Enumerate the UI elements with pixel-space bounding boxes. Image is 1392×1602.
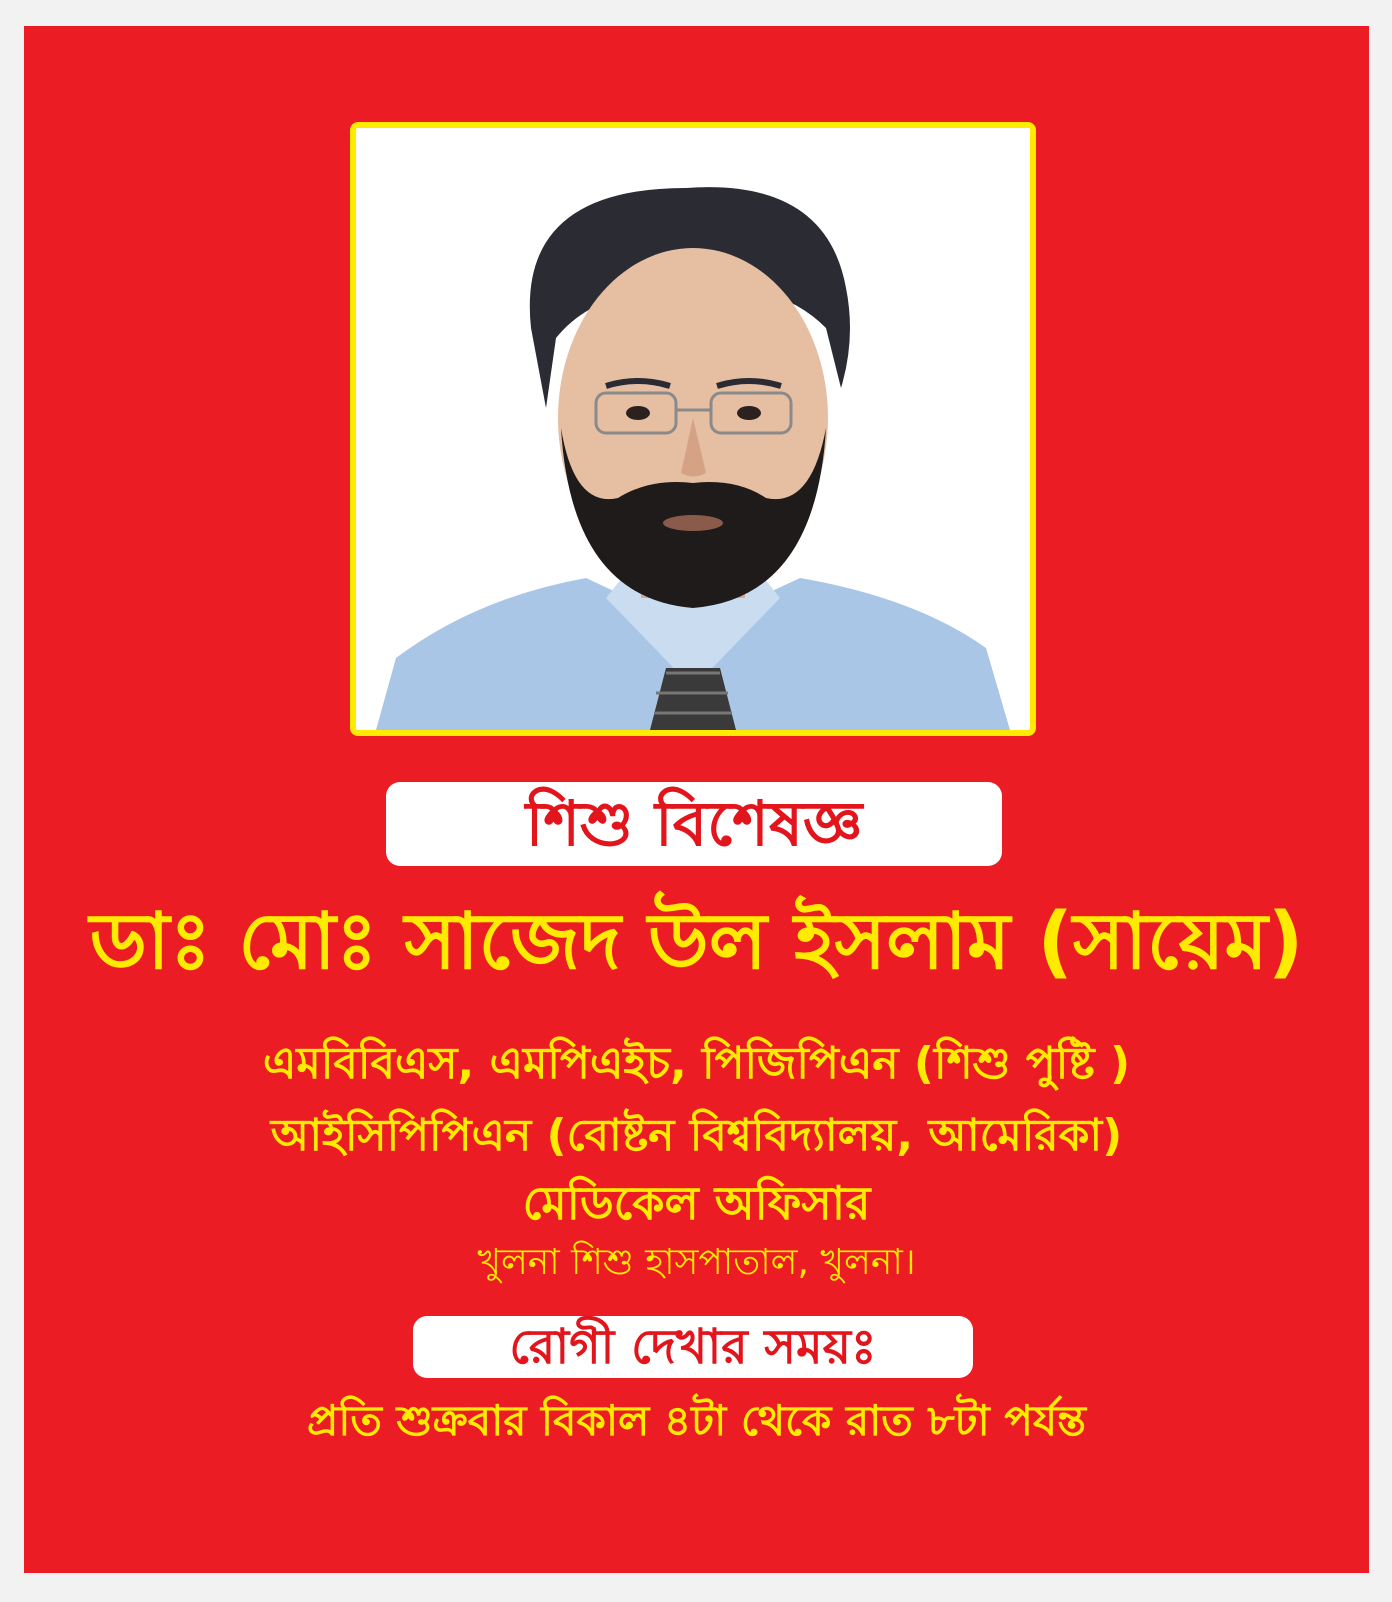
designation: মেডিকেল অফিসার [522, 1176, 871, 1230]
portrait-illustration [356, 128, 1030, 730]
degrees-line-1: এমবিবিএস, এমপিএইচ, পিজিপিএন (শিশু পুষ্টি ) [262, 1038, 1131, 1089]
banner [24, 26, 1369, 1573]
doctor-name: ডাঃ মোঃ সাজেদ উল ইসলাম (সায়েম) [89, 897, 1304, 987]
workplace: খুলনা শিশু হাসপাতাল, খুলনা। [477, 1242, 916, 1283]
doctor-photo [350, 122, 1036, 736]
schedule-text: প্রতি শুক্রবার বিকাল ৪টা থেকে রাত ৮টা পর্যন্ত [307, 1396, 1086, 1445]
degrees-line-2: আইসিপিপিএন (বোষ্টন বিশ্ববিদ্যালয়, আমেরিকা) [270, 1110, 1123, 1161]
timing-label-badge: রোগী দেখার সময়ঃ [413, 1316, 973, 1378]
specialty-badge: শিশু বিশেষজ্ঞ [386, 782, 1002, 866]
